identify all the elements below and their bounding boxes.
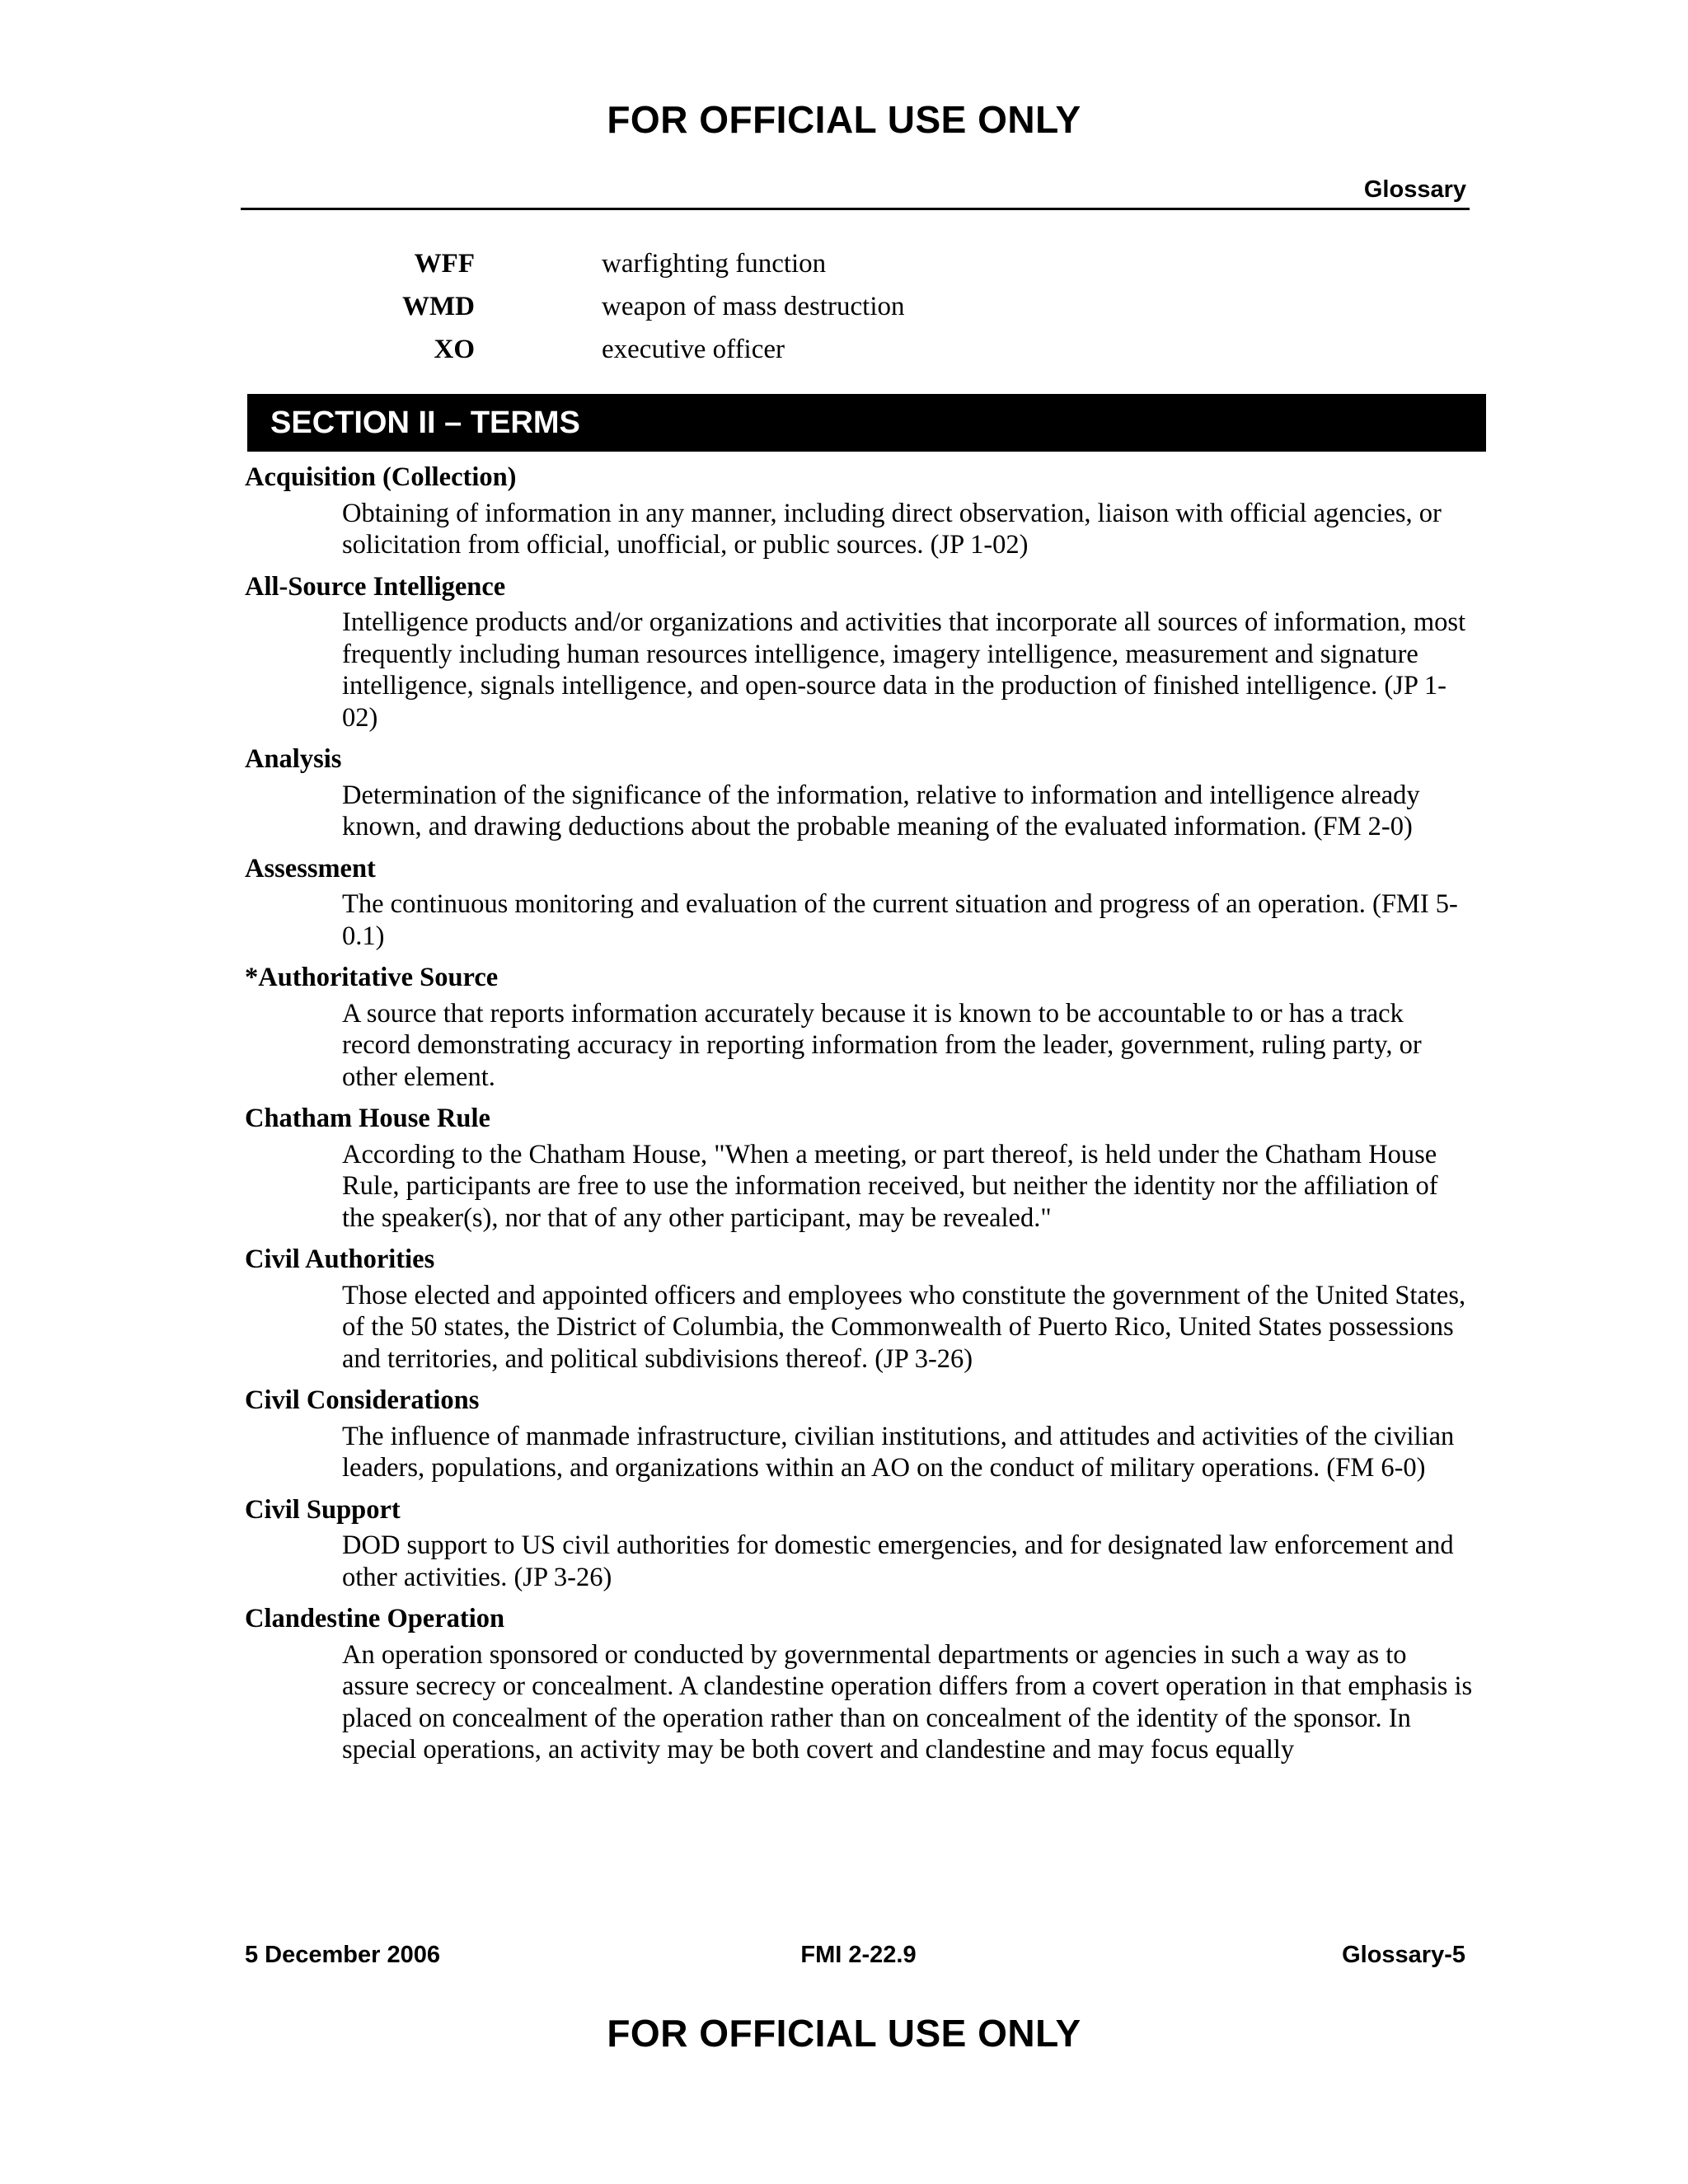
term-name: *Authoritative Source bbox=[245, 963, 499, 992]
term-definition: Obtaining of information in any manner, including direct observation, liaison with official agencies, or solicitation from official, unofficial, or public sources. (JP 1-02) bbox=[342, 498, 1442, 560]
term-definition: DOD support to US civil authorities for domestic emergencies, and for designated law enforcement and other activities. (JP 3-26) bbox=[342, 1530, 1454, 1592]
term-definition: According to the Chatham House, "When a meeting, or part thereof, is held under the Chatham House Rule, participants are free to use the information received, but neither the identity nor the affiliation of the speaker(s), nor that of any other participant, may be revealed." bbox=[342, 1139, 1438, 1233]
term-name: Civil Support bbox=[245, 1494, 401, 1525]
term-definition: Intelligence products and/or organizations and activities that incorporate all sources of information, most frequently including human resources intelligence, imagery intelligence, measurement and signature intelligence, signals intelligence, and open-source data in the production of finished intelligence. (JP 1-02) bbox=[342, 607, 1466, 733]
term-definition: A source that reports information accurately because it is known to be accountable to or has a track record demonstrating accuracy in reporting information from the leader, government, ruling party, or other element. bbox=[342, 998, 1422, 1092]
acronym-row bbox=[363, 246, 1352, 288]
footer-page-number: Glossary-5 bbox=[1342, 1942, 1465, 1968]
term-name: Civil Authorities bbox=[245, 1244, 435, 1274]
classification-banner-top: FOR OFFICIAL USE ONLY bbox=[607, 98, 1081, 141]
classification-banner-bottom: FOR OFFICIAL USE ONLY bbox=[607, 2012, 1081, 2055]
acronym-abbreviation: WFF bbox=[414, 249, 475, 279]
glossary-entry bbox=[245, 962, 1473, 1093]
term-definition: Those elected and appointed officers and employees who constitute the government of the United States, of the 50 states, the District of Columbia, the Commonwealth of Puerto Rico, United States possessions and territories, and political subdivisions thereof. (JP 3-26) bbox=[342, 1280, 1466, 1374]
glossary-entry bbox=[245, 571, 1473, 734]
acronym-list bbox=[363, 246, 1352, 374]
term-definition: The influence of manmade infrastructure, civilian institutions, and attitudes and activities of the civilian leaders, populations, and organizations within an AO on the conduct of military operations. (FM 6-0) bbox=[342, 1421, 1455, 1483]
term-name: Clandestine Operation bbox=[245, 1604, 505, 1633]
term-name: All-Source Intelligence bbox=[245, 571, 506, 602]
terms-list bbox=[245, 462, 1473, 1776]
footer-publication: FMI 2-22.9 bbox=[800, 1942, 917, 1968]
acronym-abbreviation: XO bbox=[434, 335, 475, 364]
term-name: Analysis bbox=[245, 744, 342, 774]
footer-date: 5 December 2006 bbox=[245, 1942, 440, 1968]
running-head-label: Glossary bbox=[1363, 176, 1466, 203]
term-name: Assessment bbox=[245, 853, 376, 883]
running-head bbox=[241, 175, 1470, 210]
term-definition: The continuous monitoring and evaluation of the current situation and progress of an operation. (FMI 5-0.1) bbox=[342, 889, 1458, 951]
term-name: Chatham House Rule bbox=[245, 1104, 490, 1133]
glossary-entry bbox=[245, 462, 1473, 561]
glossary-entry bbox=[245, 1385, 1473, 1484]
term-definition: An operation sponsored or conducted by governmental departments or agencies in such a way as to assure secrecy or concealment. A clandestine operation differs from a covert operation in that emphasis is placed on concealment of the operation rather than on concealment of the identity of the sponsor. In special operations, an activity may be both covert and clandestine and may focus equally bbox=[342, 1639, 1473, 1765]
glossary-entry bbox=[245, 853, 1473, 953]
section-heading: SECTION II – TERMS bbox=[247, 394, 1486, 452]
glossary-entry bbox=[245, 1244, 1473, 1375]
glossary-entry bbox=[245, 1103, 1473, 1234]
acronym-row bbox=[363, 288, 1352, 331]
term-name: Acquisition (Collection) bbox=[245, 462, 517, 492]
acronym-definition: warfighting function bbox=[602, 249, 827, 279]
glossary-entry bbox=[245, 1603, 1473, 1766]
acronym-abbreviation: WMD bbox=[402, 292, 475, 321]
glossary-entry bbox=[245, 1494, 1473, 1594]
glossary-entry bbox=[245, 743, 1473, 843]
term-definition: Determination of the significance of the information, relative to information and intelligence already known, and drawing deductions about the probable meaning of the evaluated information. (FM 2-0) bbox=[342, 780, 1420, 841]
acronym-row bbox=[363, 331, 1352, 374]
term-name: Civil Considerations bbox=[245, 1385, 480, 1415]
acronym-definition: executive officer bbox=[602, 335, 785, 364]
acronym-definition: weapon of mass destruction bbox=[602, 292, 905, 321]
